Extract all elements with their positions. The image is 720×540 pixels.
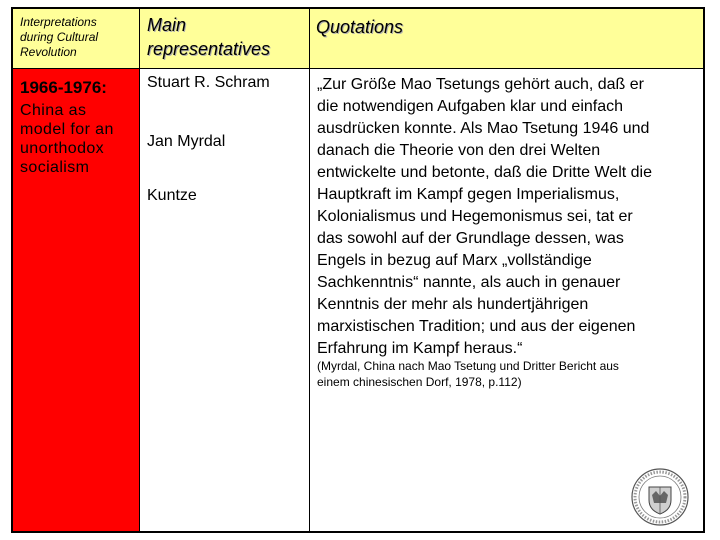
quotation-text: „Zur Größe Mao Tsetungs gehört auch, daß er die notwendigen Aufgaben klar und einfach ausdrücken konnte. Als Mao Tsetung 1946 und danach die Theorie von den drei Welten entwickelte und betonte, daß die Dritte Welt die Hauptkraft im Kampf gegen Imperialismus, Kolonialismus und Hegemonismus sei, tat er das sowohl auf der Grundlage dessen, was Engels in bezug auf Marx „vollständige Sachkenntnis“ nannte, als auch in genauer Kenntnis der mehr als hundertjährigen marxistischen Tradition; und aus der eigenen Erfahrung im Kampf heraus.“ — [317, 76, 652, 357]
representative-myrdal: Jan Myrdal — [147, 133, 226, 150]
header-interpretations: Interpretations during Cultural Revolution — [20, 15, 99, 59]
header-quotations: Quotations — [316, 17, 404, 37]
university-seal-icon — [630, 467, 690, 527]
representative-kuntze: Kuntze — [147, 187, 197, 204]
period-description: China as model for an unorthodox socialism — [20, 102, 114, 176]
slide-table — [11, 7, 705, 533]
header-main-representatives: Main representatives — [147, 15, 271, 59]
header-quotations-cell — [310, 9, 703, 69]
representatives-cell — [140, 69, 310, 531]
quotation-cell — [310, 69, 703, 531]
period-label: 1966-1976: — [20, 78, 107, 97]
quotation-citation: (Myrdal, China nach Mao Tsetung und Dritter Bericht aus einem chinesischen Dorf, 1978, p.112) — [317, 359, 619, 389]
interpretation-cell — [13, 69, 140, 531]
header-main-representatives-cell — [140, 9, 310, 69]
header-interpretations-cell — [13, 9, 140, 69]
representative-schram: Stuart R. Schram — [147, 74, 270, 91]
